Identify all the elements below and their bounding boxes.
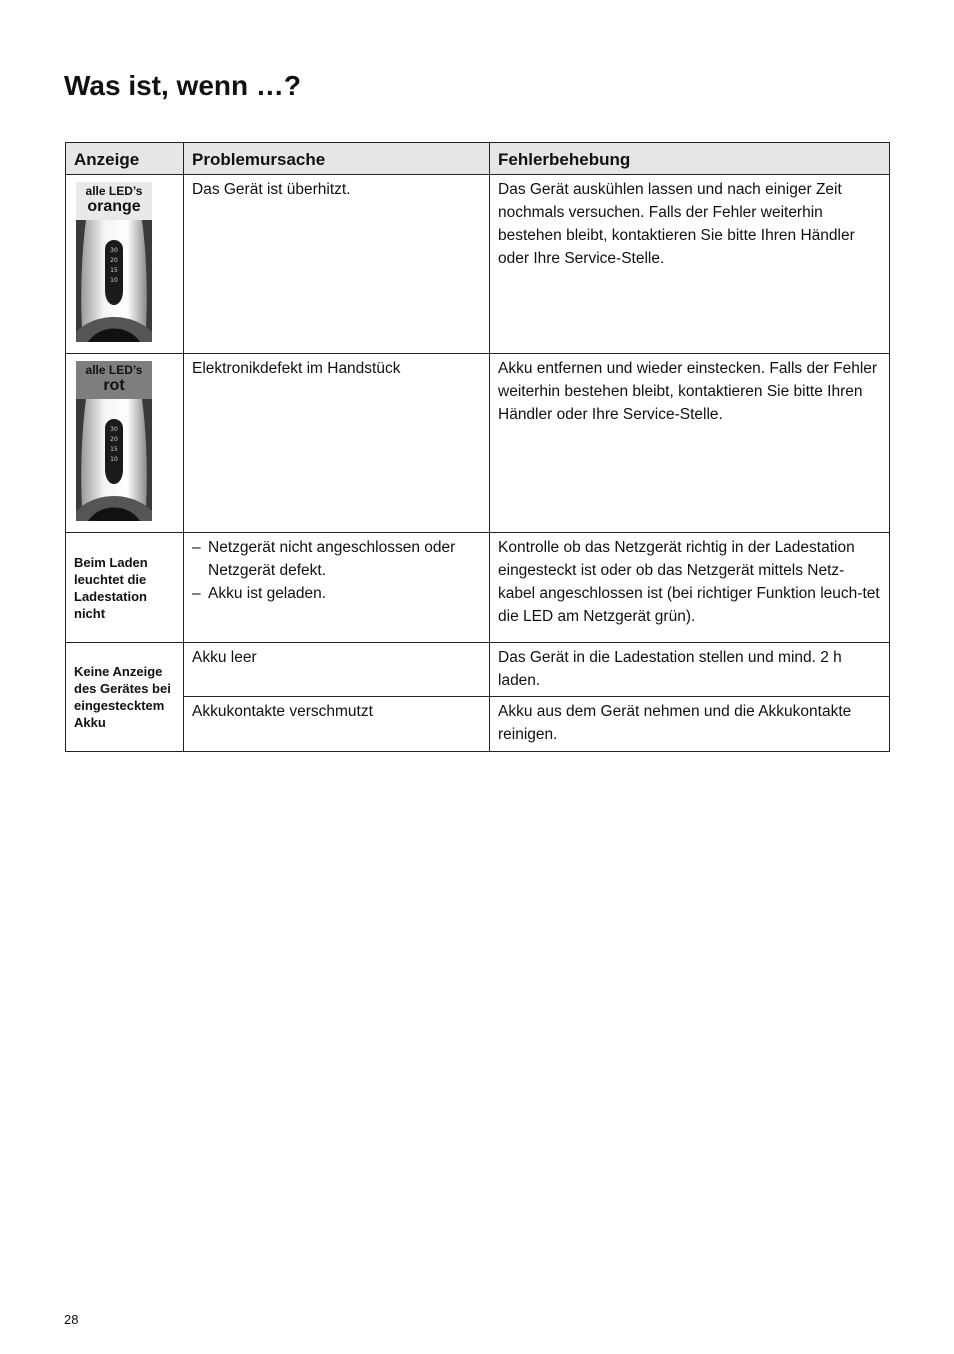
page-number: 28: [64, 1312, 79, 1327]
led-indicator-orange: [76, 182, 152, 342]
table-row: [66, 354, 890, 533]
handpiece-led-icon: [76, 220, 152, 342]
cause-cell: [184, 533, 490, 643]
cause-cell: Akkukontakte verschmutzt: [184, 697, 490, 752]
fix-cell: Das Gerät in die Ladestation stellen und mind. 2 h laden.: [490, 643, 890, 697]
fix-cell: Das Gerät auskühlen lassen und nach einiger Zeit nochmals versuchen. Falls der Fehler weiterhin bestehen bleibt, kontaktieren Sie bitte Ihren Händler oder Ihre Service-Stelle.: [490, 175, 890, 354]
page-title: Was ist, wenn …?: [64, 70, 301, 101]
header-anzeige: Anzeige: [66, 143, 184, 175]
display-label: Keine Anzeige des Gerätes bei eingestecktem Akku: [74, 664, 171, 730]
fix-cell: Akku entfernen und wieder einstecken. Falls der Fehler weiterhin bestehen bleibt, kontaktieren Sie bitte Ihren Händler oder Ihre Service-Stelle.: [490, 354, 890, 533]
table-header-row: [66, 143, 890, 175]
header-fehlerbehebung: Fehlerbehebung: [490, 143, 890, 175]
scale-label-10: 10: [110, 277, 118, 284]
scale-label-20: 20: [110, 257, 118, 264]
troubleshooting-table: [65, 142, 890, 752]
cause-cell: Das Gerät ist überhitzt.: [184, 175, 490, 354]
scale-label-30: 30: [110, 247, 118, 254]
scale-label-15: 15: [110, 446, 118, 453]
scale-label-10: 10: [110, 456, 118, 463]
indicator-cell: [66, 175, 184, 354]
cause-list: [192, 536, 481, 605]
scale-label-20: 20: [110, 436, 118, 443]
indicator-badge: [76, 361, 152, 399]
list-item: – Netzgerät nicht angeschlossen oder Netzgerät defekt.: [192, 536, 481, 582]
table-row: [66, 175, 890, 354]
list-item: – Akku ist geladen.: [192, 582, 481, 605]
scale-label-15: 15: [110, 267, 118, 274]
header-problemursache: Problemursache: [184, 143, 490, 175]
display-label: Beim Laden leuchtet die Ladestation nicht: [74, 554, 148, 621]
scale-label-30: 30: [110, 426, 118, 433]
badge-color-label: orange: [87, 198, 141, 215]
badge-top-label: alle LED’s: [85, 363, 143, 377]
table-row: [66, 643, 890, 697]
display-cell: [66, 533, 184, 643]
indicator-cell: [66, 354, 184, 533]
indicator-badge: [76, 182, 152, 220]
fix-cell: Kontrolle ob das Netzgerät richtig in der Ladestation eingesteckt ist oder ob das Netzgerät mittels Netz-kabel angeschlossen ist (bei richtiger Funktion leuch-tet die LED am Netzgerät grün).: [490, 533, 890, 643]
handpiece-led-icon: [76, 399, 152, 521]
table-row: [66, 697, 890, 752]
table-row: [66, 533, 890, 643]
badge-top-label: alle LED’s: [85, 184, 143, 198]
fix-cell: Akku aus dem Gerät nehmen und die Akkukontakte reinigen.: [490, 697, 890, 752]
badge-color-label: rot: [103, 377, 125, 394]
led-indicator-red: [76, 361, 152, 521]
cause-cell: Akku leer: [184, 643, 490, 697]
cause-cell: Elektronikdefekt im Handstück: [184, 354, 490, 533]
display-cell: [66, 643, 184, 752]
